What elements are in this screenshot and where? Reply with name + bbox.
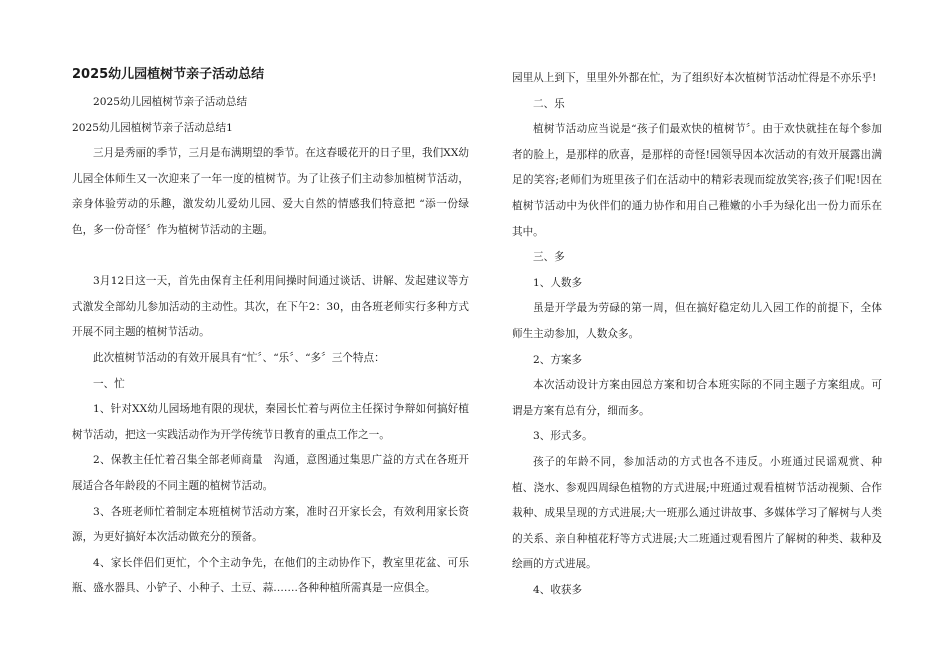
paragraph: 二、乐 — [533, 97, 565, 110]
paragraph: 2025幼儿园植树节亲子活动总结1 — [72, 121, 233, 134]
left-column — [72, 66, 469, 602]
document-title: 2025幼儿园植树节亲子活动总结 — [72, 67, 265, 82]
paragraph: 2、保教主任忙着召集全部老师商量 沟通，意图通过集思广益的方式在各班开展适合各年龄段的不同主题的植树节活动。 — [72, 454, 469, 492]
paragraph: 一、忙 — [93, 377, 125, 390]
paragraph: 2025幼儿园植树节亲子活动总结 — [93, 96, 248, 108]
paragraph: 3月12日这一天，首先由保育主任利用间操时间通过谈话、讲解、发起建议等方式激发全部幼儿参加活动的主动性。其次，在下午2：30，由各班老师实行多种方式开展不同主题的植树节活动。 — [72, 275, 469, 339]
paragraph: 三、多 — [533, 251, 565, 264]
paragraph: 2、方案多 — [533, 353, 583, 366]
paragraph: 本次活动设计方案由园总方案和切合本班实际的不同主题子方案组成。可谓是方案有总有分，细而多。 — [512, 379, 882, 417]
right-column — [512, 66, 882, 603]
paragraph: 园里从上到下，里里外外都在忙，为了组织好本次植树节活动忙得是不亦乐乎! — [512, 72, 877, 84]
paragraph: 1、人数多 — [533, 276, 583, 289]
paragraph: 4、收获多 — [533, 583, 583, 596]
paragraph: 3、形式多。 — [533, 430, 593, 443]
paragraph: 1、针对XX幼儿园场地有限的现状，秦园长忙着与两位主任探讨争辩如何搞好植树节活动，把这一实践活动作为开学传统节日教育的重点工作之一。 — [72, 403, 469, 441]
paragraph: 3、各班老师忙着制定本班植树节活动方案，准时召开家长会，有效利用家长资源，为更好搞好本次活动做充分的预备。 — [72, 505, 469, 544]
paragraph-spacer — [72, 244, 469, 270]
paragraph: 三月是秀丽的季节，三月是布满期望的季节。在这春暖花开的日子里，我们XX幼儿园全体师生又一次迎来了一年一度的植树节。为了让孩子们主动参加植树节活动，亲身体验劳动的乐趣，激发幼儿爱幼儿园、爱大自然的情感我们特意把 “添一份绿色，多一份奇怪〞作为植树节活动的主题。 — [72, 147, 469, 236]
left-column-body — [72, 90, 469, 602]
right-column-body — [512, 66, 882, 603]
paragraph: 孩子的年龄不同，参加活动的方式也各不违反。小班通过民谣观赏、种植、浇水、参观四周绿色植物的方式进展;中班通过观看植树节活动视频、合作栽种、成果呈现的方式进展;大一班那么通过讲故事、多媒体学习了解树与人类的关系、亲自种植花籽等方式进展;大二班通过观看图片了解树的种类、栽种及绘画的方式进展。 — [512, 455, 882, 571]
paragraph: 虽是开学最为劳碌的第一周，但在搞好稳定幼儿入园工作的前提下，全体师生主动参加，人数众多。 — [512, 302, 882, 340]
paragraph: 此次植树节活动的有效开展具有“忙〞、“乐〞、“多〞三个特点： — [93, 351, 385, 364]
paragraph: 4、家长伴侣们更忙，个个主动争先，在他们的主动协作下，教室里花盆、可乐瓶、盛水器具、小铲子、小种子、土豆、蒜…….各种种植所需真是一应俱全。 — [72, 556, 469, 595]
paragraph: 植树节活动应当说是“孩子们最欢快的植树节〞。由于欢快就挂在每个参加者的脸上，是那样的欣喜，是那样的奇怪!园领导因本次活动的有效开展露出满足的笑容;老师们为班里孩子们在活动中的精彩表现而绽放笑容;孩子们呢!因在植树节活动中为伙伴们的通力协作和用自己稚嫩的小手为绿化出一份力而乐在其中。 — [512, 123, 882, 238]
